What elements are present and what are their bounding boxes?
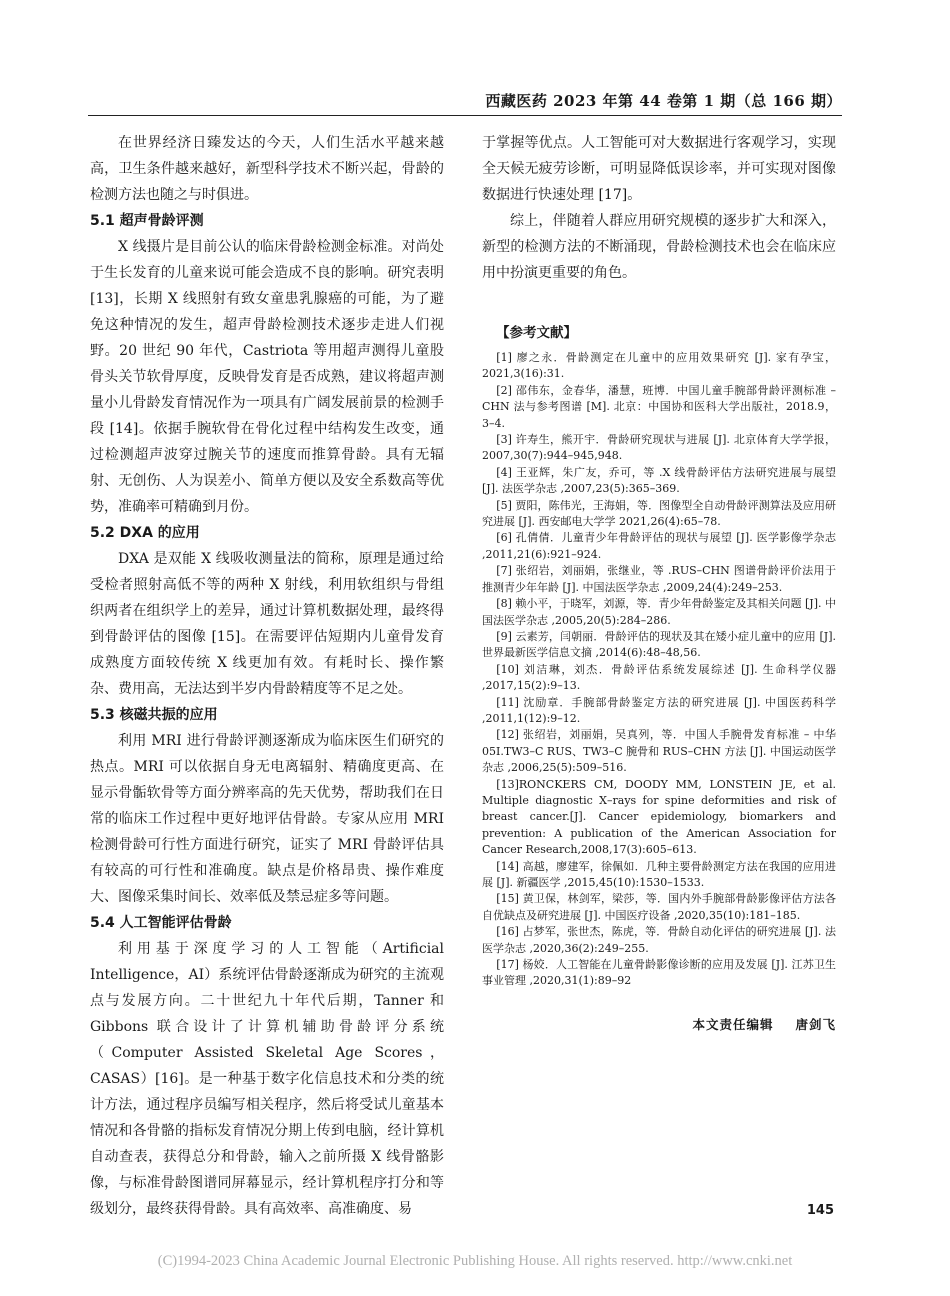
responsible-editor: [482, 1012, 836, 1038]
references-title: 【参考文献】: [496, 325, 577, 341]
reference-item: [17] 杨姣．人工智能在儿童骨龄影像诊断的应用及发展 [J]. 江苏卫生事业管理 ,2020,31(1):89–92: [482, 958, 836, 988]
paragraph-intro: 在世界经济日臻发达的今天，人们生活水平越来越高，卫生条件越来越好，新型科学技术不断兴起，骨龄的检测方法也随之与时俱进。: [90, 135, 444, 203]
reference-item: [15] 黄卫保，林剑军，梁莎，等．国内外手腕部骨龄影像评估方法各自优缺点及研究进展 [J]. 中国医疗设备 ,2020,35(10):181–185.: [482, 892, 836, 922]
paragraph-dxa: DXA 是双能 X 线吸收测量法的简称，原理是通过给受检者照射高低不等的两种 X 射线，利用软组织与骨组织两者在组织学上的差异，通过计算机数据处理，最终得到骨龄评估的图像 [15]。在需要评估短期内儿童骨发育成熟度方面较传统 X 线更加有效。有耗时长、操作繁杂、费用高，无法达到半岁内骨龄精度等不足之处。: [90, 551, 444, 697]
paragraph-conclusion: 综上，伴随着人群应用研究规模的逐步扩大和深入，新型的检测方法的不断涌现，骨龄检测技术也会在临床应用中扮演更重要的角色。: [482, 213, 836, 281]
reference-item: [5] 贾阳，陈伟光，王海娟，等．图像型全自动骨龄评测算法及应用研究进展 [J]. 西安邮电大学学 2021,26(4):65–78.: [482, 498, 836, 529]
section-heading-mri: 5.3 核磁共振的应用: [90, 707, 218, 723]
reference-item: [13]RONCKERS CM, DOODY MM, LONSTEIN JE, et al. Multiple diagnostic X–rays for spine deformities and risk of breast cancer.[J]. Cancer epidemiology, biomarkers and prevention: A publication of the American Association for Cancer Research,2008,17(3):605–613.: [482, 777, 836, 857]
reference-item: [14] 高越，廖建军，徐佩如．几种主要骨龄测定方法在我国的应用进展 [J]. 新疆医学 ,2015,45(10):1530–1533.: [482, 859, 836, 889]
header-rule: [88, 115, 842, 116]
right-column: [482, 130, 836, 1038]
paragraph-ultrasound: X 线摄片是目前公认的临床骨龄检测金标准。对尚处于生长发育的儿童来说可能会造成不良的影响。研究表明 [13]，长期 X 线照射有致女童患乳腺癌的可能，为了避免这种情况的发生，超声骨龄检测技术逐步走进人们视野。20 世纪 90 年代，Castriota 等用超声测得儿童股骨头关节软骨厚度，反映骨发育是否成熟，建议将超声测量小儿骨龄发育情况作为一项具有广阔发展前景的检测手段 [14]。依据手腕软骨在骨化过程中结构发生改变，通过检测超声波穿过腕关节的速度而推算骨龄。具有无辐射、无创伤、人为误差小、简单方便以及安全系数高等优势，准确率可精确到月份。: [90, 239, 444, 515]
section-heading-dxa: 5.2 DXA 的应用: [90, 525, 200, 541]
copyright-watermark: (C)1994-2023 China Academic Journal Electronic Publishing House. All rights reserved. http://www.cnki.net: [157, 1253, 793, 1269]
reference-item: [10] 刘洁琳，刘杰．骨龄评估系统发展综述 [J]. 生命科学仪器 ,2017,15(2):9–13.: [482, 662, 836, 693]
paragraph-ai-continued: 于掌握等优点。人工智能可对大数据进行客观学习，实现全天候无疲劳诊断，可明显降低误诊率，并可实现对图像数据进行快速处理 [17]。: [482, 135, 836, 203]
page-number: 145: [806, 1203, 834, 1218]
reference-item: [1] 廖之永．骨龄测定在儿童中的应用效果研究 [J]. 家有孕宝，2021,3(16):31.: [482, 351, 836, 381]
editor-name: 唐剑飞: [795, 1016, 836, 1032]
reference-item: [2] 邵伟东，金春华，潘慧，班博．中国儿童手腕部骨龄评测标准 –CHN 法与参考图谱 [M]. 北京：中国协和医科大学出版社，2018.9，3–4.: [482, 383, 836, 430]
reference-item: [16] 占梦军，张世杰，陈虎，等．骨龄自动化评估的研究进展 [J]. 法医学杂志 ,2020,36(2):249–255.: [482, 925, 836, 955]
journal-header: 西藏医药 2023 年第 44 卷第 1 期（总 166 期）: [485, 92, 842, 110]
editor-label: 本文责任编辑: [692, 1016, 774, 1032]
reference-item: [9] 云素芳，闫朝丽．骨龄评估的现状及其在矮小症儿童中的应用 [J]. 世界最新医学信息文摘 ,2014(6):48–48,56.: [482, 629, 836, 660]
reference-item: [7] 张绍岩，刘丽娟，张继业，等 .RUS–CHN 图谱骨龄评价法用于推测青少年年龄 [J]. 中国法医学杂志 ,2009,24(4):249–253.: [482, 564, 836, 594]
section-heading-ai: 5.4 人工智能评估骨龄: [90, 915, 232, 931]
reference-item: [6] 孔倩倩．儿童青少年骨龄评估的现状与展望 [J]. 医学影像学杂志 ,2011,21(6):921–924.: [482, 531, 836, 561]
section-heading-ultrasound: 5.1 超声骨龄评测: [90, 213, 204, 229]
reference-item: [12] 张绍岩，刘丽娟，吴真列，等．中国人手腕骨发育标准 – 中华 05Ⅰ.TW3–C RUS、TW3–C 腕骨和 RUS–CHN 方法 [J]. 中国运动医学杂志 ,2006,25(5):509–516.: [482, 728, 836, 775]
paragraph-mri: 利用 MRI 进行骨龄评测逐渐成为临床医生们研究的热点。MRI 可以依据自身无电离辐射、精确度更高、在显示骨骺软骨等方面分辨率高的先天优势，帮助我们在日常的临床工作过程中更好地评估骨龄。专家从应用 MRI 检测骨龄可行性方面进行研究，证实了 MRI 骨龄评估具有较高的可行性和准确度。缺点是价格昂贵、操作难度大、图像采集时间长、效率低及禁忌症多等问题。: [90, 733, 444, 905]
left-column: [90, 130, 444, 1222]
reference-item: [11] 沈励章．手腕部骨龄鉴定方法的研究进展 [J]. 中国医药科学 ,2011,1(12):9–12.: [482, 695, 836, 725]
paragraph-ai: 利用基于深度学习的人工智能（Artificial Intelligence，AI）系统评估骨龄逐渐成为研究的主流观点与发展方向。二十世纪九十年代后期，Tanner 和 Gibbons 联合设计了计算机辅助骨龄评分系统（Computer Assisted Skeletal Age Scores，CASAS）[16]。是一种基于数字化信息技术和分类的统计方法，通过程序员编写相关程序，然后将受试儿童基本情况和各骨骼的指标发育情况分期上传到电脑，经计算机自动查表，获得总分和骨龄，输入之前所摄 X 线骨骼影像，与标准骨龄图谱同屏幕显示，经计算机程序打分和等级划分，最终获得骨龄。具有高效率、高准确度、易: [90, 941, 444, 1217]
references-section: [482, 320, 836, 990]
reference-item: [8] 赖小平，于晓军，刘源，等．青少年骨龄鉴定及其相关问题 [J]. 中国法医学杂志 ,2005,20(5):284–286.: [482, 597, 836, 627]
reference-item: [4] 王亚辉，朱广友，乔可，等 .X 线骨龄评估方法研究进展与展望 [J]. 法医学杂志 ,2007,23(5):365–369.: [482, 465, 836, 496]
reference-item: [3] 许寿生，熊开宇．骨龄研究现状与进展 [J]. 北京体育大学学报，2007,30(7):944–945,948.: [482, 433, 836, 463]
